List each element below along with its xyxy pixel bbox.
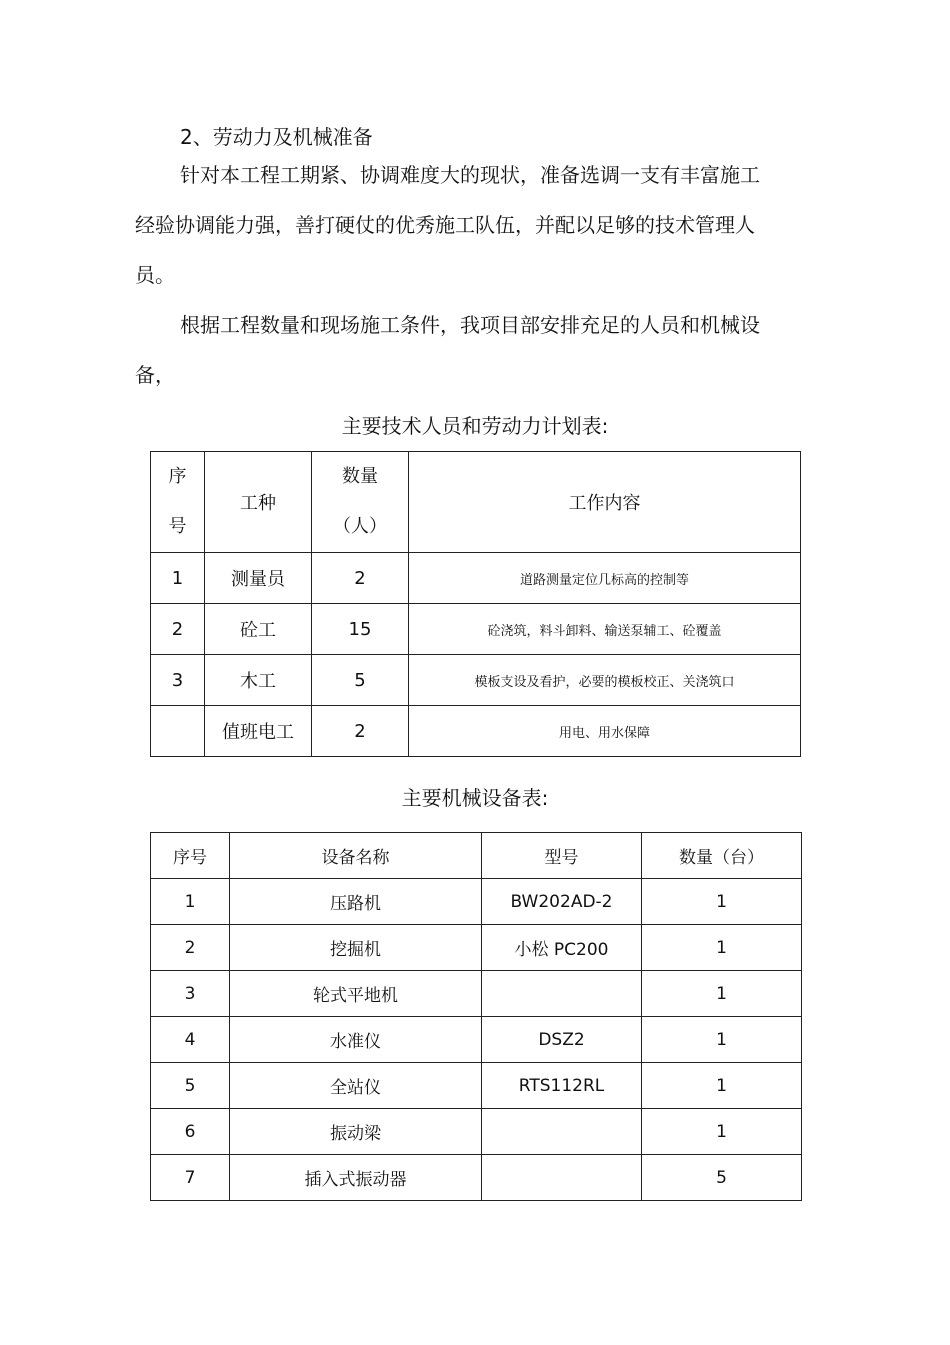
cell-model <box>482 971 642 1017</box>
cell-content: 用电、用水保障 <box>409 706 801 757</box>
section-heading: 2、劳动力及机械准备 <box>180 125 373 149</box>
cell-count: 1 <box>642 1109 802 1155</box>
table-row <box>151 655 801 706</box>
table-row <box>151 1017 802 1063</box>
cell-count: 1 <box>642 925 802 971</box>
cell-seq: 1 <box>151 879 230 925</box>
cell-seq: 5 <box>151 1063 230 1109</box>
cell-seq: 2 <box>151 925 230 971</box>
cell-name: 水准仪 <box>230 1017 482 1063</box>
cell-name: 插入式振动器 <box>230 1155 482 1201</box>
cell-trade: 值班电工 <box>205 706 312 757</box>
cell-model <box>482 1155 642 1201</box>
table-row <box>151 925 802 971</box>
cell-count: 1 <box>642 1017 802 1063</box>
cell-count: 2 <box>312 553 409 604</box>
header-count <box>312 452 409 553</box>
cell-name: 压路机 <box>230 879 482 925</box>
header-count-line1: 数量 <box>342 466 378 487</box>
labor-table-caption: 主要技术人员和劳动力计划表: <box>341 414 609 438</box>
equipment-table <box>150 832 802 1201</box>
header-seq: 序号 <box>151 833 230 879</box>
cell-seq: 6 <box>151 1109 230 1155</box>
cell-model: RTS112RL <box>482 1063 642 1109</box>
table-row <box>151 604 801 655</box>
header-content: 工作内容 <box>409 452 801 553</box>
header-model: 型号 <box>482 833 642 879</box>
cell-name: 振动梁 <box>230 1109 482 1155</box>
cell-name: 全站仪 <box>230 1063 482 1109</box>
table-row <box>151 553 801 604</box>
cell-count: 15 <box>312 604 409 655</box>
table-row <box>151 1155 802 1201</box>
table-row <box>151 879 802 925</box>
table-header-row <box>151 833 802 879</box>
header-count: 数量（台） <box>642 833 802 879</box>
cell-model: BW202AD-2 <box>482 879 642 925</box>
cell-seq <box>151 706 205 757</box>
cell-content: 道路测量定位几标高的控制等 <box>409 553 801 604</box>
header-count-line2: （人） <box>333 516 387 537</box>
cell-model: DSZ2 <box>482 1017 642 1063</box>
cell-count: 1 <box>642 971 802 1017</box>
cell-model: 小松 PC200 <box>482 925 642 971</box>
cell-model <box>482 1109 642 1155</box>
labor-table <box>150 451 801 757</box>
equipment-table-caption: 主要机械设备表: <box>401 786 549 810</box>
cell-seq: 1 <box>151 553 205 604</box>
table-row <box>151 1063 802 1109</box>
header-name: 设备名称 <box>230 833 482 879</box>
header-trade: 工种 <box>205 452 312 553</box>
cell-content: 砼浇筑，料斗卸料、输送泵辅工、砼覆盖 <box>409 604 801 655</box>
header-seq-line2: 号 <box>168 516 187 537</box>
cell-trade: 测量员 <box>205 553 312 604</box>
cell-trade: 砼工 <box>205 604 312 655</box>
cell-count: 5 <box>642 1155 802 1201</box>
cell-name: 轮式平地机 <box>230 971 482 1017</box>
table-row <box>151 706 801 757</box>
cell-seq: 4 <box>151 1017 230 1063</box>
paragraph-text: 根据工程数量和现场施工条件，我项目部安排充足的人员和机械设备， <box>135 313 760 387</box>
cell-count: 1 <box>642 879 802 925</box>
table-row <box>151 971 802 1017</box>
table-header-row <box>151 452 801 553</box>
header-seq <box>151 452 205 553</box>
cell-trade: 木工 <box>205 655 312 706</box>
paragraph-resources <box>135 300 775 400</box>
cell-seq: 3 <box>151 655 205 706</box>
cell-content: 模板支设及看护，必要的模板校正、关浇筑口 <box>409 655 801 706</box>
cell-name: 挖掘机 <box>230 925 482 971</box>
cell-seq: 3 <box>151 971 230 1017</box>
header-seq-line1: 序 <box>168 466 187 487</box>
cell-seq: 2 <box>151 604 205 655</box>
cell-count: 2 <box>312 706 409 757</box>
table-row <box>151 1109 802 1155</box>
cell-seq: 7 <box>151 1155 230 1201</box>
cell-count: 5 <box>312 655 409 706</box>
paragraph-text: 针对本工程工期紧、协调难度大的现状，准备选调一支有丰富施工经验协调能力强，善打硬仗的优秀施工队伍，并配以足够的技术管理人员。 <box>135 163 760 287</box>
paragraph-team <box>135 150 775 300</box>
cell-count: 1 <box>642 1063 802 1109</box>
